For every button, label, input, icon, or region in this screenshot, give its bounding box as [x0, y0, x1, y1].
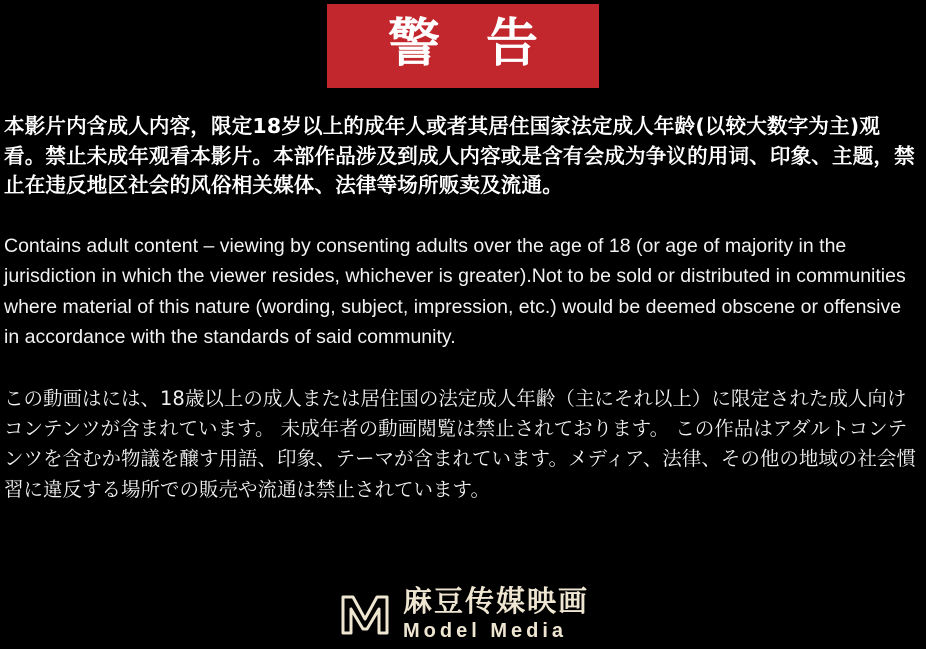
notice-text-english: Contains adult content – viewing by consenting adults over the age of 18 (or age of majority in the jurisdiction in which the viewer resides, whichever is greater).Not to be sold or distributed in communities where material of this nature (wording, subject, impression, etc.) would be deemed obscene or offensive in accordance with the standards of said community.: [4, 235, 906, 348]
notice-content: [0, 112, 926, 505]
warning-banner-container: [0, 0, 926, 88]
warning-banner-label: 警 告: [327, 4, 599, 88]
m-monogram-icon: [337, 589, 393, 639]
brand-logo-text: [402, 584, 589, 642]
brand-logo: [0, 584, 926, 642]
brand-name-chinese: 麻豆传媒映画: [402, 584, 589, 618]
brand-name-english: Model Media: [402, 620, 567, 642]
notice-text-chinese: 本影片内含成人内容，限定18岁以上的成年人或者其居住国家法定成人年龄(以较大数字为主)观看。禁止未成年观看本影片。本部作品涉及到成人内容或是含有会成为争议的用词、印象、主题，禁止在违反地区社会的风俗相关媒体、法律等场所贩卖及流通。: [4, 114, 915, 198]
notice-text-japanese: この動画はには、18歳以上の成人または居住国の法定成人年齢（主にそれ以上）に限定された成人向けコンテンツが含まれています。 未成年者の動画閲覧は禁止されております。 この作品はアダルトコンテンツを含むか物議を醸す用語、印象、テーマが含まれています。メディア、法律、その他の地域の社会慣習に違反する場所での販売や流通は禁止されています。: [4, 387, 916, 501]
